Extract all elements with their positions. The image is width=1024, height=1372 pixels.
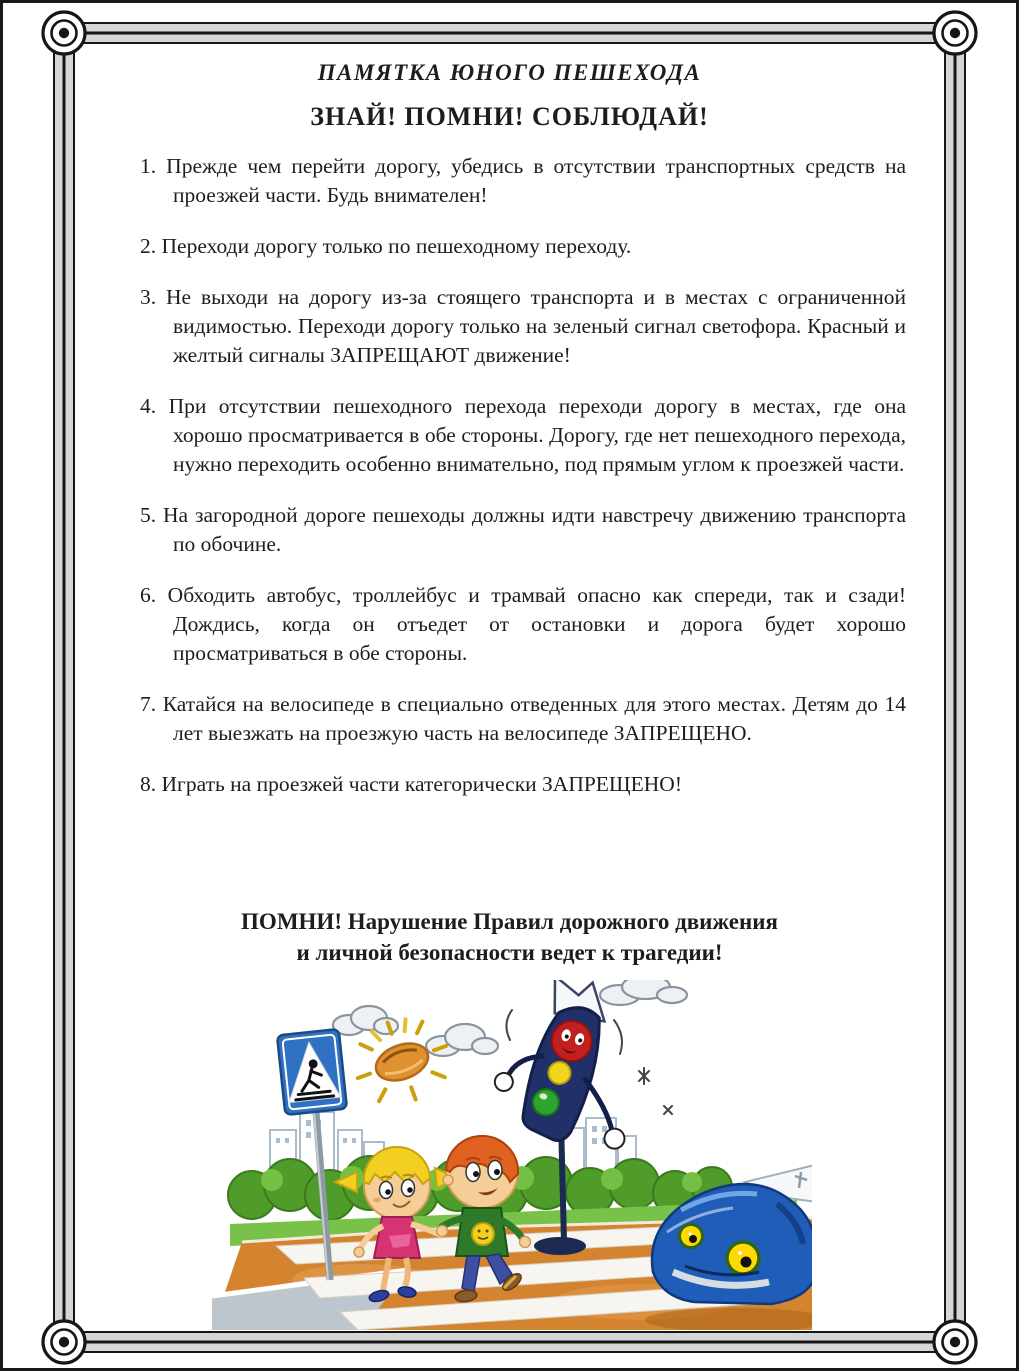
rule-item [140, 283, 906, 370]
rule-number: 2. [140, 234, 157, 258]
rule-number: 4. [140, 394, 157, 418]
closing-warning-line1: ПОМНИ! Нарушение Правил дорожного движения [241, 909, 778, 934]
rule-text: Прежде чем перейти дорогу, убедись в отсутствии транспортных средств на проезжей части. Будь внимателен! [166, 154, 907, 207]
rule-item [140, 770, 906, 799]
rule-item [140, 501, 906, 559]
rule-number: 5. [140, 503, 157, 527]
corner-bottom-right [934, 1321, 976, 1363]
rule-item [140, 152, 906, 210]
corner-top-left [43, 12, 85, 54]
rule-text: Обходить автобус, троллейбус и трамвай опасно как спереди, так и сзади! Дождись, когда он отъедет от остановки и дорога будет хорошо просматриваться в обе стороны. [167, 583, 907, 665]
rule-text: На загородной дороге пешеходы должны идти навстречу движению транспорта по обочине. [163, 503, 906, 556]
rule-text: Не выходи на дорогу из-за стоящего транспорта и в местах с ограниченной видимостью. Переходи дорогу только на зеленый сигнал светофора. Красный и желтый сигналы ЗАПРЕЩАЮТ движение! [166, 285, 906, 367]
rule-text: При отсутствии пешеходного перехода переходи дорогу в местах, где она хорошо просматривается в обе стороны. Дорогу, где нет пешеходного перехода, нужно переходить особенно внимательно, под прямым углом к проезжей части. [168, 394, 907, 476]
rules-list [140, 152, 906, 821]
closing-warning [64, 906, 955, 968]
rule-item [140, 392, 906, 479]
traffic-light-base [534, 1237, 586, 1255]
rule-number: 8. [140, 772, 157, 796]
smiley-badge [472, 1223, 494, 1245]
rule-text: Катайся на велосипеде в специально отведенных для этого местах. Детям до 14 лет выезжать на проезжую часть на велосипеде ЗАПРЕЩЕНО. [162, 692, 907, 745]
rule-text: Переходи дорогу только по пешеходному переходу. [161, 234, 632, 258]
rule-text: Играть на проезжей части категорически ЗАПРЕЩЕНО! [161, 772, 682, 796]
held-hands [437, 1226, 448, 1237]
road-safety-illustration [212, 980, 812, 1330]
rule-item [140, 232, 906, 261]
page-subtitle: ЗНАЙ! ПОМНИ! СОБЛЮДАЙ! [310, 102, 709, 131]
rule-item [140, 690, 906, 748]
rule-number: 1. [140, 154, 157, 178]
rule-number: 7. [140, 692, 157, 716]
rule-number: 6. [140, 583, 157, 607]
page-title: ПАМЯТКА ЮНОГО ПЕШЕХОДА [317, 60, 702, 85]
corner-bottom-left [43, 1321, 85, 1363]
cloud [333, 980, 687, 1056]
rule-item [140, 581, 906, 668]
corner-top-right [934, 12, 976, 54]
closing-warning-line2: и личной безопасности ведет к трагедии! [296, 940, 723, 965]
rule-number: 3. [140, 285, 157, 309]
